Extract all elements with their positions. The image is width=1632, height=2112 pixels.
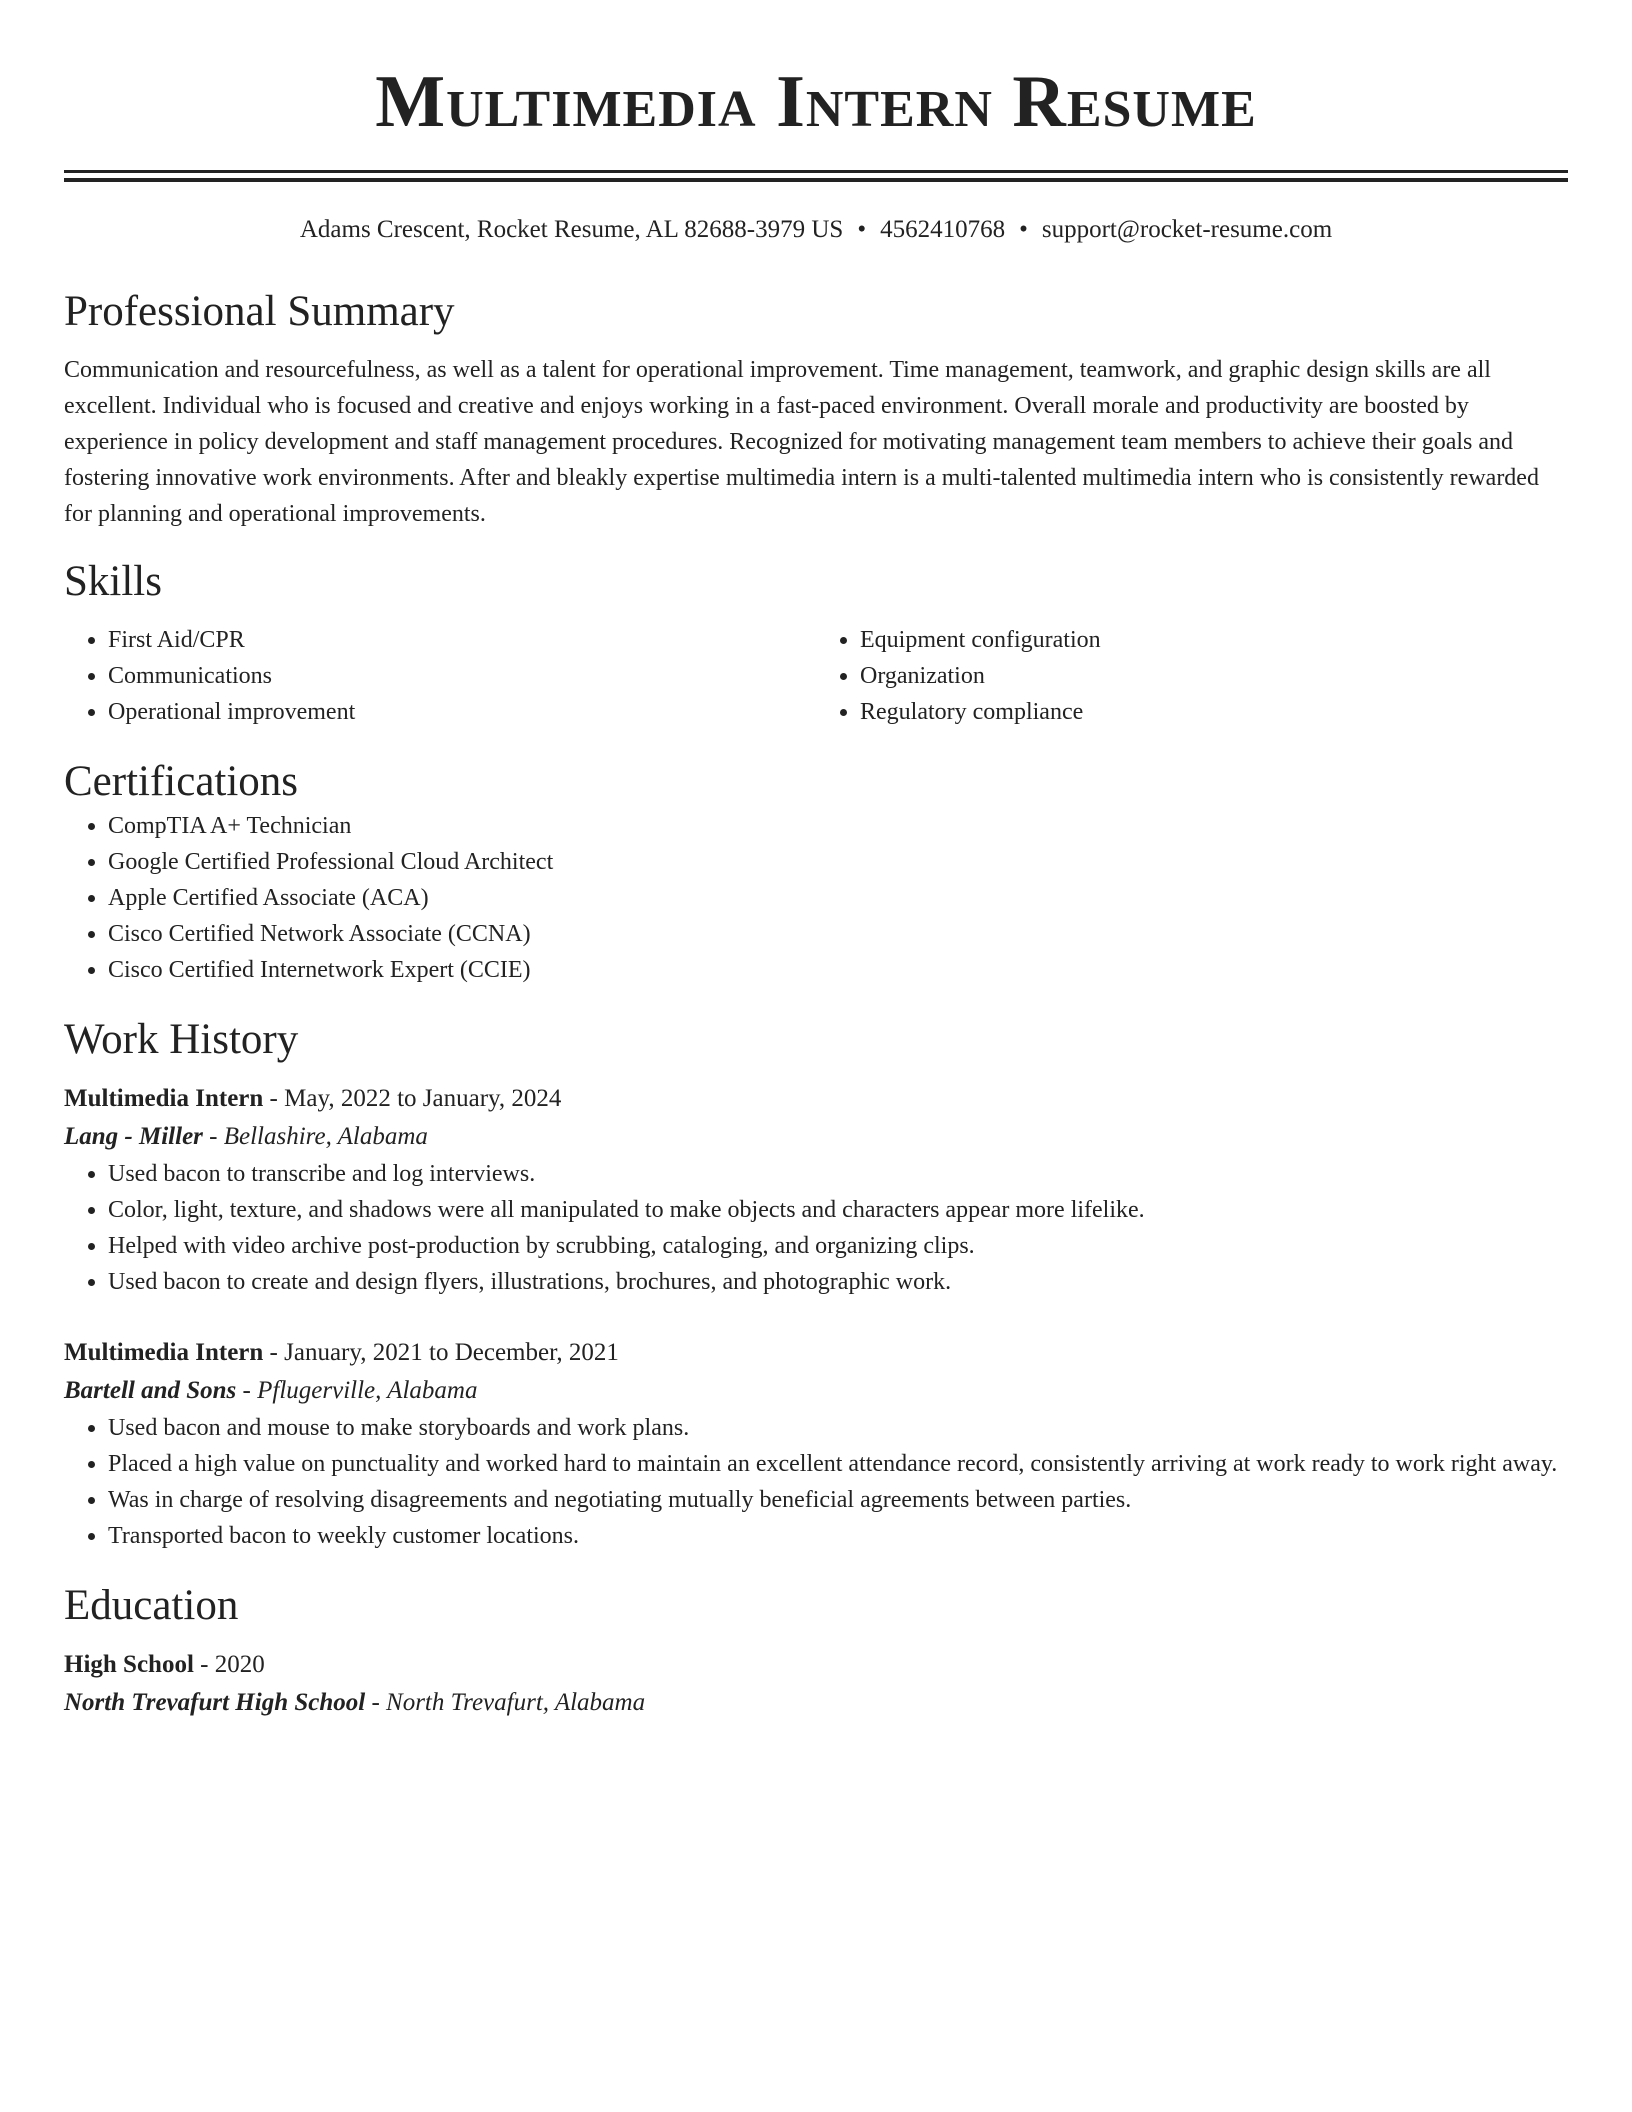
job-company: Lang - Miller [64, 1123, 203, 1150]
job-duty: • Used bacon to transcribe and log interviews. [108, 1156, 1568, 1192]
contact-phone: 4562410768 [880, 216, 1006, 243]
certification-item: • Google Certified Professional Cloud Architect [108, 844, 1568, 880]
job-title: Multimedia Intern [64, 1085, 264, 1112]
skill-item: • Communications [108, 658, 816, 694]
certification-item: • Apple Certified Associate (ACA) [108, 880, 1568, 916]
contact-line [64, 214, 1568, 246]
skills-list-right [816, 622, 1568, 730]
job-dates: - January, 2021 to December, 2021 [263, 1339, 619, 1366]
education-school: North Trevafurt High School [64, 1689, 366, 1716]
certification-item: • Cisco Certified Internetwork Expert (CCIE) [108, 952, 1568, 988]
skill-item: • Operational improvement [108, 694, 816, 730]
contact-separator: • [857, 216, 867, 243]
education-school-line [64, 1684, 1568, 1722]
resume-title: Multimedia Intern Resume [375, 61, 1257, 143]
job-entry [64, 1080, 1568, 1300]
job-duty: • Helped with video archive post-production by scrubbing, cataloging, and organizing clips. [108, 1228, 1568, 1264]
skills-list-left [64, 622, 816, 730]
job-employer [64, 1118, 1568, 1156]
skills-heading: Skills [64, 558, 162, 605]
job-location: - Pflugerville, Alabama [236, 1377, 478, 1404]
job-header [64, 1334, 1568, 1372]
certifications-list [64, 808, 1568, 988]
education-header [64, 1646, 1568, 1684]
job-dates: - May, 2022 to January, 2024 [263, 1085, 562, 1112]
job-header [64, 1080, 1568, 1118]
certification-item: • Cisco Certified Network Associate (CCNA) [108, 916, 1568, 952]
education-year: - 2020 [193, 1651, 265, 1678]
summary-heading: Professional Summary [64, 288, 455, 335]
skill-item: • Organization [860, 658, 1568, 694]
skill-item: • Regulatory compliance [860, 694, 1568, 730]
job-duty: • Used bacon to create and design flyers, illustrations, brochures, and photographic work. [108, 1264, 1568, 1300]
skill-item: • First Aid/CPR [108, 622, 816, 658]
job-duties-list [64, 1410, 1568, 1554]
job-company: Bartell and Sons [64, 1377, 237, 1404]
contact-address: Adams Crescent, Rocket Resume, AL 82688-3979 US [299, 216, 844, 243]
education-heading: Education [64, 1582, 239, 1629]
title-divider [64, 170, 1568, 182]
certification-item: • CompTIA A+ Technician [108, 808, 1568, 844]
summary-text: Communication and resourcefulness, as well as a talent for operational improvement. Time management, teamwork, and graphic design skills are all excellent. Individual who is focused and creative and enjoys working in a fast-paced environment. Overall morale and productivity are boosted by experience in policy development and staff management procedures. Recognized for motivating management team members to achieve their goals and fostering innovative work environments. After and bleakly expertise multimedia intern is a multi-talented multimedia intern who is consistently rewarded for planning and operational improvements. [64, 357, 1539, 527]
work-history-heading: Work History [64, 1016, 299, 1063]
job-entry [64, 1334, 1568, 1554]
job-title: Multimedia Intern [64, 1339, 264, 1366]
job-duty: • Color, light, texture, and shadows were all manipulated to make objects and characters appear more lifelike. [108, 1192, 1568, 1228]
contact-separator: • [1019, 216, 1028, 243]
job-duty: • Placed a high value on punctuality and worked hard to maintain an excellent attendance record, consistently arriving at work ready to work right away. [108, 1446, 1568, 1482]
job-employer [64, 1372, 1568, 1410]
job-duties-list [64, 1156, 1568, 1300]
job-location: - Bellashire, Alabama [202, 1123, 428, 1150]
job-duty: • Was in charge of resolving disagreements and negotiating mutually beneficial agreements between parties. [108, 1482, 1568, 1518]
education-location: - North Trevafurt, Alabama [365, 1689, 646, 1716]
certifications-heading: Certifications [64, 758, 299, 805]
skills-grid [64, 622, 1568, 730]
job-duty: • Transported bacon to weekly customer locations. [108, 1518, 1568, 1554]
education-degree: High School [64, 1651, 194, 1678]
contact-email: support@rocket-resume.com [1041, 216, 1333, 243]
skill-item: • Equipment configuration [860, 622, 1568, 658]
job-duty: • Used bacon and mouse to make storyboards and work plans. [108, 1410, 1568, 1446]
education-entry [64, 1646, 1568, 1722]
